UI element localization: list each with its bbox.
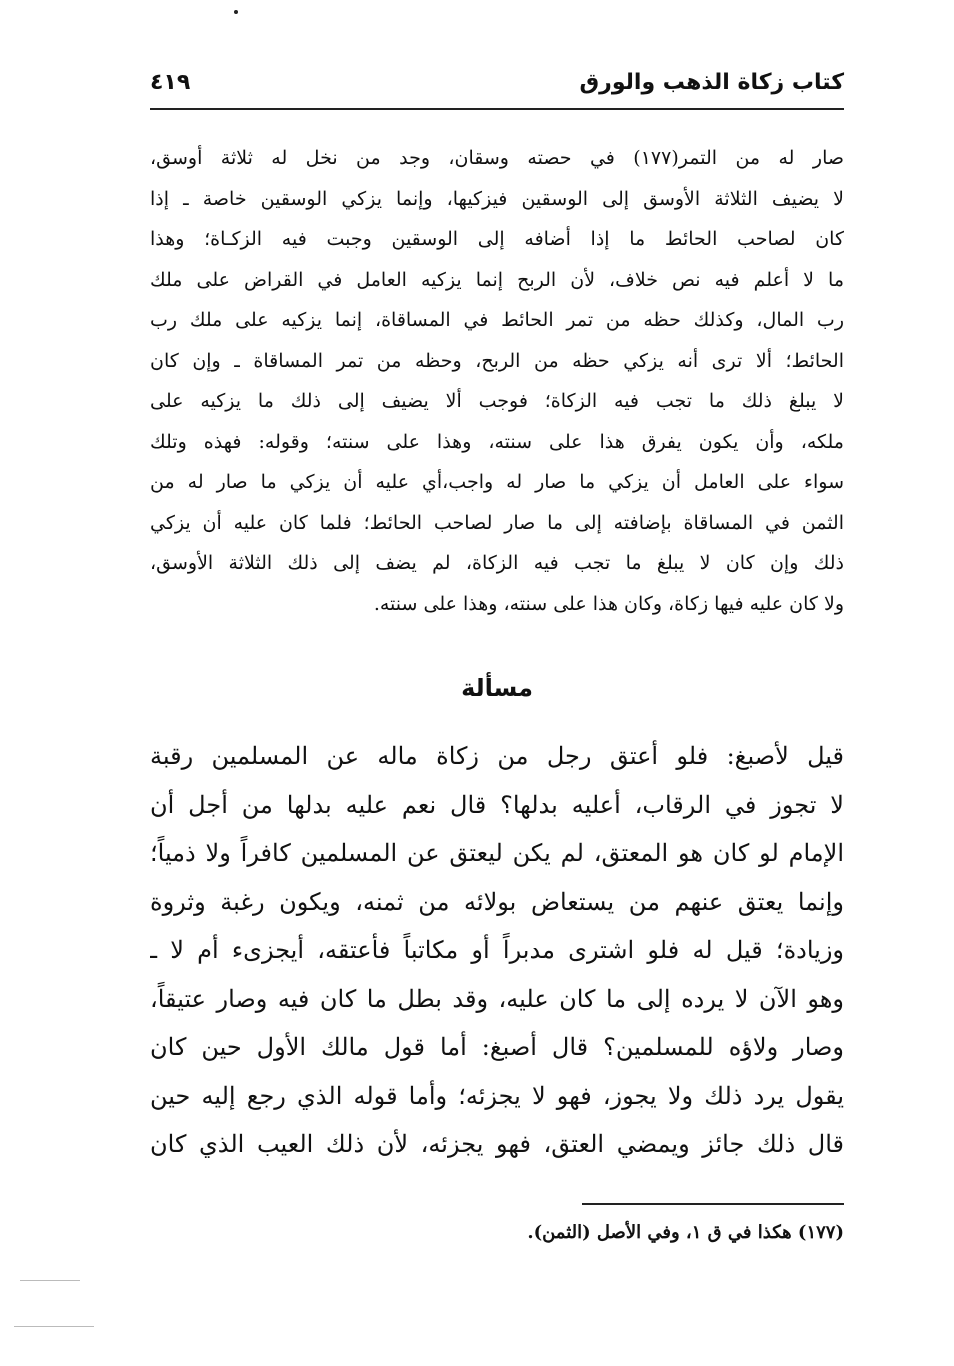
text-line: وزيادة؛ قيل له فلو اشترى مدبراً أو مكاتباً فأعتقه، أيجزىء أم لا ـ <box>150 936 844 964</box>
text-line: رب المال، وكذلك حظه من تمر الحائط في المساقاة، إنما يزكيه على ملك رب <box>150 309 844 331</box>
text-line: سواء على العامل أن يزكي ما صار له واجب،أي عليه أن يزكي ما صار له من <box>150 471 844 493</box>
header-rule <box>150 108 844 110</box>
margin-mark <box>20 1280 80 1281</box>
text-line: وصار ولاؤه للمسلمين؟ قال أصبغ: أما قول مالك الأول حين كان <box>150 1033 844 1061</box>
text-line: الحائط؛ ألا ترى أنه يزكي حظه من الربح، وحظه من تمر المساقاة ـ وإن كان <box>150 349 844 372</box>
text-line: كان لصاحب الحائط ما إذا أضافه إلى الوسقين وجبت فيه الزكـاة؛ وهذا <box>150 228 844 250</box>
text-line: ملكه، وأن يكون يفرق هذا على سنته، وهذا على سنته؛ وقوله: فهذه وتلك <box>150 430 844 453</box>
text-line: لا تجوز في الرقاب، أعليه بدلها؟ قال نعم عليه بدلها من أجل أن <box>150 790 844 819</box>
margin-mark <box>14 1326 94 1327</box>
text-line: الإمام لو كان هو المعتق، لم يكن ليعتق عن المسلمين كافراً ولا ذمياً؛ <box>150 839 844 867</box>
text-line: قال ذلك جائز ويمضي العتق، فهو يجزئه، لأن ذلك العيب الذي كان <box>150 1130 844 1158</box>
footnote-separator <box>582 1203 844 1205</box>
page-number: ٤١٩ <box>150 70 191 95</box>
main-text-paragraph <box>150 732 844 1169</box>
text-line: يقول يرد ذلك ولا يجوز، فهو لا يجزئه؛ وأما قوله الذي رجع إليه حين <box>150 1081 844 1110</box>
text-line: ذلك وإن كان لا يبلغ ما تجب فيه الزكاة، لم يضف إلى ذلك الثلاثة الأوسق، <box>150 552 844 574</box>
text-line: قيل لأصبغ: فلو أعتق رجل من زكاة ماله عن المسلمين رقبة <box>150 742 844 770</box>
text-line: لا يضيف الثلاثة الأوسق إلى الوسقين فيزكيها، وإنما يزكي الوسقين خاصة ـ إذا <box>150 187 844 210</box>
book-title: كتاب زكاة الذهب والورق <box>579 70 844 95</box>
text-line: لا يبلغ ذلك ما تجب فيه الزكاة؛ فوجب ألا يضيف إلى ذلك ما يزكيه على <box>150 390 844 412</box>
commentary-paragraph <box>150 138 844 624</box>
running-header <box>150 70 844 104</box>
section-heading: مسألة <box>461 674 533 702</box>
text-line: وإنما يعتق عنهم من يستعاض بولائه من ثمنه، ويكون رغبة وثروة <box>150 887 844 916</box>
text-line: صار له من التمر(١٧٧) في حصته وسقان، وجد من نخل له ثلاثة أوسق، <box>150 147 844 169</box>
text-line: الثمن في المساقاة بإضافته إلى ما صار لصاحب الحائط؛ فلما كان عليه أن يزكي <box>150 511 844 534</box>
text-line: ما لا أعلم فيه نص خلاف، لأن الربح إنما يزكيه العامل في القراض على ملك <box>150 268 844 291</box>
text-line: وهو الآن لا يرده إلى ما كان عليه، وقد بطل ما كان فيه وصار عتيقاً، <box>150 984 844 1013</box>
page-dot <box>234 10 238 14</box>
footnote: (١٧٧) هكذا في ق ١، وفي الأصل (الثمن). <box>527 1222 844 1243</box>
text-line: ولا كان عليه فيها زكاة، وكان هذا على سنته، وهذا على سنته. <box>373 592 844 615</box>
